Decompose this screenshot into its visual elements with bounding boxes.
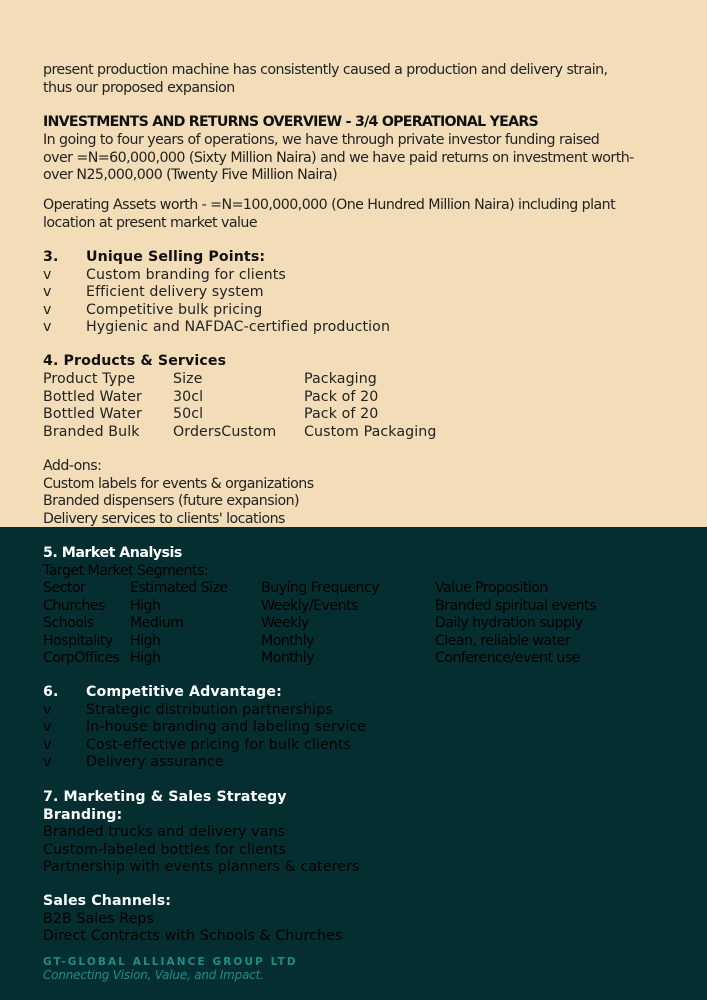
- frequency-cell: Weekly: [261, 615, 309, 631]
- value-proposition-cell: Branded spiritual events: [435, 597, 596, 614]
- sector-cell: Churches: [43, 597, 105, 614]
- investments-para1-line: over =N=60,000,000 (Sixty Million Naira) and we have paid returns on investment worth-: [43, 149, 634, 166]
- market-subheading: Target Market Segments:: [43, 562, 209, 579]
- value-proposition-cell: Conference/event use: [435, 650, 580, 666]
- usp-bullet-icon: v: [43, 266, 52, 283]
- product-packaging-cell: Pack of 20: [304, 388, 379, 405]
- usp-bullet-icon: v: [43, 284, 52, 300]
- usp-item: Hygienic and NAFDAC-certified production: [86, 319, 391, 335]
- product-size-cell: 50cl: [173, 406, 204, 422]
- usp-bullet-icon: v: [43, 319, 52, 335]
- product-size-cell: OrdersCustom: [173, 423, 277, 440]
- usp-number: 3.: [43, 249, 59, 265]
- product-packaging-cell: Pack of 20: [304, 406, 379, 422]
- value-proposition-cell: Clean, reliable water: [435, 632, 571, 649]
- products-column-header: Size: [173, 371, 203, 387]
- channel-item: B2B Sales Reps: [43, 910, 155, 927]
- frequency-cell: Monthly: [261, 650, 314, 666]
- usp-item: Competitive bulk pricing: [86, 301, 263, 318]
- advantage-item: In-house branding and labeling service: [86, 719, 367, 735]
- advantage-item: Cost-effective pricing for bulk clients: [86, 736, 352, 753]
- usp-item: Efficient delivery system: [86, 284, 264, 300]
- branding-label: Branding:: [43, 806, 123, 823]
- size-cell: Medium: [130, 615, 184, 631]
- investments-para1-line: over N25,000,000 (Twenty Five Million Naira): [43, 167, 338, 183]
- channels-label: Sales Channels:: [43, 893, 172, 909]
- investments-para2-line: Operating Assets worth - =N=100,000,000 (One Hundred Million Naira) including plant: [43, 197, 616, 213]
- intro-line-1: present production machine has consistently caused a production and delivery strain,: [43, 62, 608, 78]
- usp-bullet-icon: v: [43, 301, 52, 318]
- advantage-item: Strategic distribution partnerships: [86, 701, 333, 718]
- branding-item: Branded trucks and delivery vans: [43, 824, 286, 840]
- addon-item: Custom labels for events & organizations: [43, 475, 314, 492]
- product-type-cell: Branded Bulk: [43, 423, 140, 440]
- investments-para1-line: In going to four years of operations, we have through private investor funding raised: [43, 132, 600, 148]
- advantage-item: Delivery assurance: [86, 754, 224, 770]
- intro-line-2: thus our proposed expansion: [43, 79, 235, 96]
- addon-item: Branded dispensers (future expansion): [43, 493, 300, 509]
- market-column-header: Estimated Size: [130, 580, 228, 596]
- products-column-header: Packaging: [304, 371, 377, 387]
- advantage-heading: Competitive Advantage:: [86, 684, 282, 700]
- market-column-header: Value Proposition: [435, 580, 548, 596]
- advantage-number: 6.: [43, 684, 59, 700]
- footer-tagline: Connecting Vision, Value, and Impact.: [43, 968, 264, 982]
- products-column-header: Product Type: [43, 371, 136, 387]
- market-column-header: Buying Frequency: [261, 580, 380, 596]
- products-heading: 4. Products & Services: [43, 353, 227, 369]
- investments-heading: INVESTMENTS AND RETURNS OVERVIEW - 3/4 OPERATIONAL YEARS: [43, 114, 538, 130]
- investments-para2-line: location at present market value: [43, 214, 258, 231]
- advantage-bullet-icon: v: [43, 719, 52, 735]
- market-heading: 5. Market Analysis: [43, 545, 182, 561]
- product-size-cell: 30cl: [173, 388, 204, 405]
- marketing-heading: 7. Marketing & Sales Strategy: [43, 789, 287, 805]
- product-type-cell: Bottled Water: [43, 406, 142, 422]
- value-proposition-cell: Daily hydration supply: [435, 615, 583, 631]
- branding-item: Custom-labeled bottles for clients: [43, 841, 287, 858]
- frequency-cell: Weekly/Events: [261, 597, 358, 614]
- addons-label: Add-ons:: [43, 458, 102, 474]
- advantage-bullet-icon: v: [43, 754, 52, 770]
- market-column-header: Sector: [43, 580, 86, 596]
- size-cell: High: [130, 597, 161, 614]
- footer-company-name: GT-GLOBAL ALLIANCE GROUP LTD: [43, 956, 298, 968]
- branding-item: Partnership with events planners & caterers: [43, 859, 360, 875]
- usp-item: Custom branding for clients: [86, 266, 286, 283]
- product-type-cell: Bottled Water: [43, 388, 142, 405]
- sector-cell: Schools: [43, 615, 94, 631]
- channel-item: Direct Contracts with Schools & Churches: [43, 928, 343, 944]
- frequency-cell: Monthly: [261, 632, 314, 649]
- addon-item: Delivery services to clients' locations: [43, 510, 285, 527]
- size-cell: High: [130, 650, 161, 666]
- advantage-bullet-icon: v: [43, 736, 52, 753]
- product-packaging-cell: Custom Packaging: [304, 423, 437, 440]
- sector-cell: Hospitality: [43, 632, 113, 649]
- sector-cell: CorpOffices: [43, 650, 120, 666]
- usp-heading: Unique Selling Points:: [86, 249, 266, 265]
- advantage-bullet-icon: v: [43, 701, 52, 718]
- size-cell: High: [130, 632, 161, 649]
